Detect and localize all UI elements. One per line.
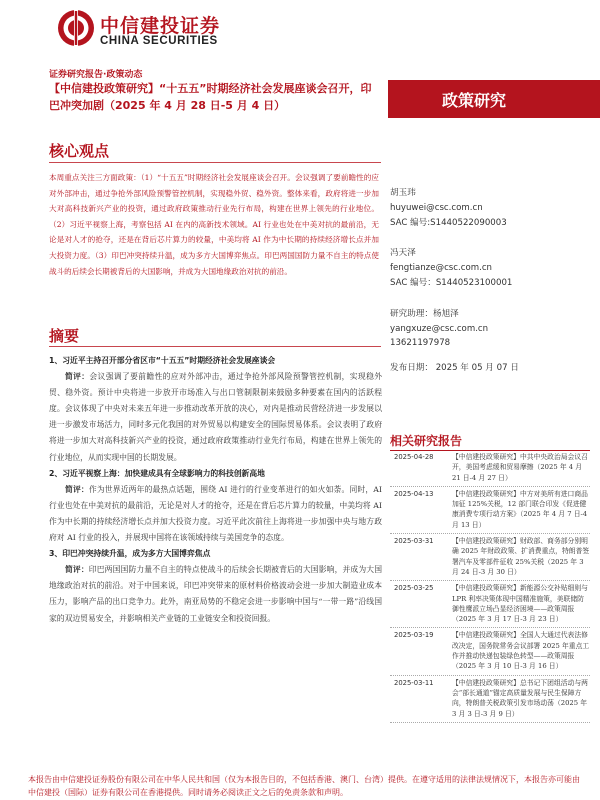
author-email[interactable]: yangxuze@csc.com.cn <box>390 323 489 334</box>
related-report-item[interactable] <box>390 487 590 534</box>
author-cert: SAC 编号：S1440523100001 <box>390 277 513 288</box>
summary-lead: 简评： <box>65 565 89 575</box>
related-reports-list <box>390 450 590 723</box>
related-report-date: 2025-03-19 <box>394 631 434 640</box>
author-phone: 13621197978 <box>390 338 451 349</box>
core-view-divider <box>49 162 381 163</box>
related-report-item[interactable] <box>390 676 590 723</box>
summary-lead: 简评： <box>65 484 89 494</box>
related-report-title[interactable]: 【中信建投政策研究】中方对美所有进口商品加征 125%关税，12 部门联合印发《促进健康消费专项行动方案》（2025 年 4 月 7 日-4 月 13 日） <box>452 489 588 529</box>
summary-text: 会议强调了要前瞻性的应对外部冲击，通过争抢外部风险预警管控机制，实现稳外贸、稳外资。预计中央将进一步放开市场准入与出口管制限制来鼓励多种要素在国内的活跃程度。会议体现了中央对未来五年进一步推动改革开放的决心，对内是推动民营经济进一步发展以进一步激发市场活力，同时多元化我国的对外贸易以构建安全的国际贸易体系。会议表明了政府将进一步加大对高科技新兴产业的投资，通过政府政策推动行业先行布局，构建在世界上领先的行业地位，从而实现中国的长期发展。 <box>49 372 383 462</box>
related-report-item[interactable] <box>390 534 590 581</box>
summary-divider <box>49 346 381 347</box>
related-report-title[interactable]: 【中信建投政策研究】全国人大通过代表法修改决定，国务院常务会议部署 2025 年重点工作并推动快递包装绿色转型——政策周报（2025 年 3 月 10 日-3 月 16 日） <box>452 631 590 671</box>
related-report-title[interactable]: 【中信建投政策研究】财政部、商务部分别明确 2025 年财政政策、扩消费重点，特朗普签署汽车及零部件征收 25%关税（2025 年 3 月 24 日-3 月 30 日） <box>452 537 590 576</box>
core-view-text <box>49 170 379 279</box>
author-name: 研究助理：杨旭泽 <box>390 308 459 319</box>
core-view-heading: 核心观点 <box>49 142 110 160</box>
related-report-date: 2025-03-31 <box>394 537 434 546</box>
author-cert: SAC 编号:S1440522090003 <box>390 217 507 228</box>
core-view-paragraph: 本周重点关注三方面政策：（1）“十五五”时期经济社会发展座谈会召开。会议强调了要前瞻性的应对外部冲击，通过争抢外部风险预警管控机制，实现稳外贸、稳外资。整体来看，政府将进一步加大对高科技新兴产业的投资，通过政府政策推动行业先行布局，构建在世界上领先的行业地位。（2）习近平视察上海，考察包括 AI 在内的高新技术领域。AI 行业也处在中美对抗的最前沿，无论是对人才的抢夺，还是在背后芯片算力的较量，中美均将 AI 作为中长期的持续经济增长点并加大投资力度。（3）印巴冲突持续升温，成为多方大国博弈焦点。印巴两国国防力量不自主的特点使战斗的后续会长期被背后的大国影响，并成为大国地缘政治对抗的前沿。 <box>49 173 379 276</box>
author-card <box>390 186 590 230</box>
summary-heading: 摘要 <box>49 327 80 345</box>
report-series: 证券研究报告·政策动态 <box>49 70 143 80</box>
summary-lead: 简评： <box>65 372 90 382</box>
author-email[interactable]: huyuwei@csc.com.cn <box>390 202 483 213</box>
related-report-date: 2025-03-11 <box>394 678 434 687</box>
related-report-item[interactable] <box>390 581 590 628</box>
author-name: 冯天泽 <box>390 248 416 259</box>
author-email[interactable]: fengtianze@csc.com.cn <box>390 263 492 274</box>
summary-section-title: 2、习近平视察上海：加快建成具有全球影响力的科技创新高地 <box>49 468 265 478</box>
author-list <box>390 186 590 367</box>
related-report-title[interactable]: 【中信建投政策研究】中共中央政治局会议召开，美国考虑缓和贸易摩擦（2025 年 4 月 21 日-4 月 27 日） <box>452 453 588 482</box>
related-report-date: 2025-03-25 <box>394 584 434 593</box>
author-card <box>390 307 590 351</box>
logo-mark-icon <box>56 8 96 48</box>
related-report-title[interactable]: 【中信建投政策研究】新能源公交补贴细则与 LPR 利率决策体现中国精准施策，美联储防御性鹰派立场凸显经济困境——政策周报（2025 年 3 月 17 日-3 月 23 日） <box>452 584 588 624</box>
summary-section-text <box>49 562 382 626</box>
author-card <box>390 246 590 290</box>
summary-section-title: 3、印巴冲突持续升温，成为多方大国博弈焦点 <box>49 549 211 559</box>
related-report-item[interactable] <box>390 450 590 487</box>
brand-name-cn: 中信建投证券 <box>100 15 221 37</box>
related-reports-heading: 相关研究报告 <box>390 434 463 448</box>
summary-section-text <box>49 369 382 466</box>
related-report-date: 2025-04-13 <box>394 489 434 498</box>
related-report-item[interactable] <box>390 628 590 675</box>
related-report-date: 2025-04-28 <box>394 453 434 461</box>
summary-body <box>49 353 382 627</box>
summary-section-text <box>49 482 382 546</box>
publish-date: 发布日期： 2025 年 05 月 07 日 <box>390 363 519 373</box>
related-report-title[interactable]: 【中信建投政策研究】总书记下团组活动与两会“部长通道”锚定高质量发展与民生保障方向，特朗普关税政策引发市场动荡（2025 年 3 月 3 日-3 月 9 日） <box>452 678 588 718</box>
report-title: 【中信建投政策研究】“十五五”时期经济社会发展座谈会召开，印巴冲突加剧（2025 年 4 月 28 日-5 月 4 日） <box>49 82 372 112</box>
summary-text: 印巴两国国防力量不自主的特点使战斗的后续会长期被背后的大国影响，并成为大国地缘政治对抗的前沿。对于中国来说，印巴冲突带来的原材料价格波动会进一步加大制造业成本压力，影响产品的出口竞争力。此外，南亚局势的不稳定会进一步影响中国与“一带一路”沿线国家的双边贸易安全，并影响相关产业链的工业链安全和投资回报。 <box>49 565 383 623</box>
brand-name-en: CHINA SECURITIES <box>100 35 218 47</box>
summary-section-title: 1、习近平主持召开部分省区市“十五五”时期经济社会发展座谈会 <box>49 356 276 365</box>
company-logo <box>56 8 226 50</box>
category-banner: 政策研究 <box>388 80 600 118</box>
author-name: 胡玉玮 <box>390 188 416 198</box>
footer-disclaimer: 本报告由中信建投证券股份有限公司在中华人民共和国（仅为本报告目的，不包括香港、澳门、台湾）提供。在遵守适用的法律法规情况下，本报告亦可能由中信建投（国际）证券有限公司在香港提供。同时请务必阅读正文之后的免责条款和声明。 <box>28 775 580 797</box>
summary-text: 作为世界近两年的最热点话题，围绕 AI 进行的行业变革进行的如火如荼。同时，AI 行业也处在中美对抗的最前沿，无论是对人才的抢夺，还是在背后芯片算力的较量，中美均将 AI 作为中长期的持续经济增长点并加大投资力度。习近平此次前往上海将进一步加强中央与地方政府对 AI 行业的投入，并展现中国将在该领域持续与美国竞争的态度。 <box>49 484 383 543</box>
